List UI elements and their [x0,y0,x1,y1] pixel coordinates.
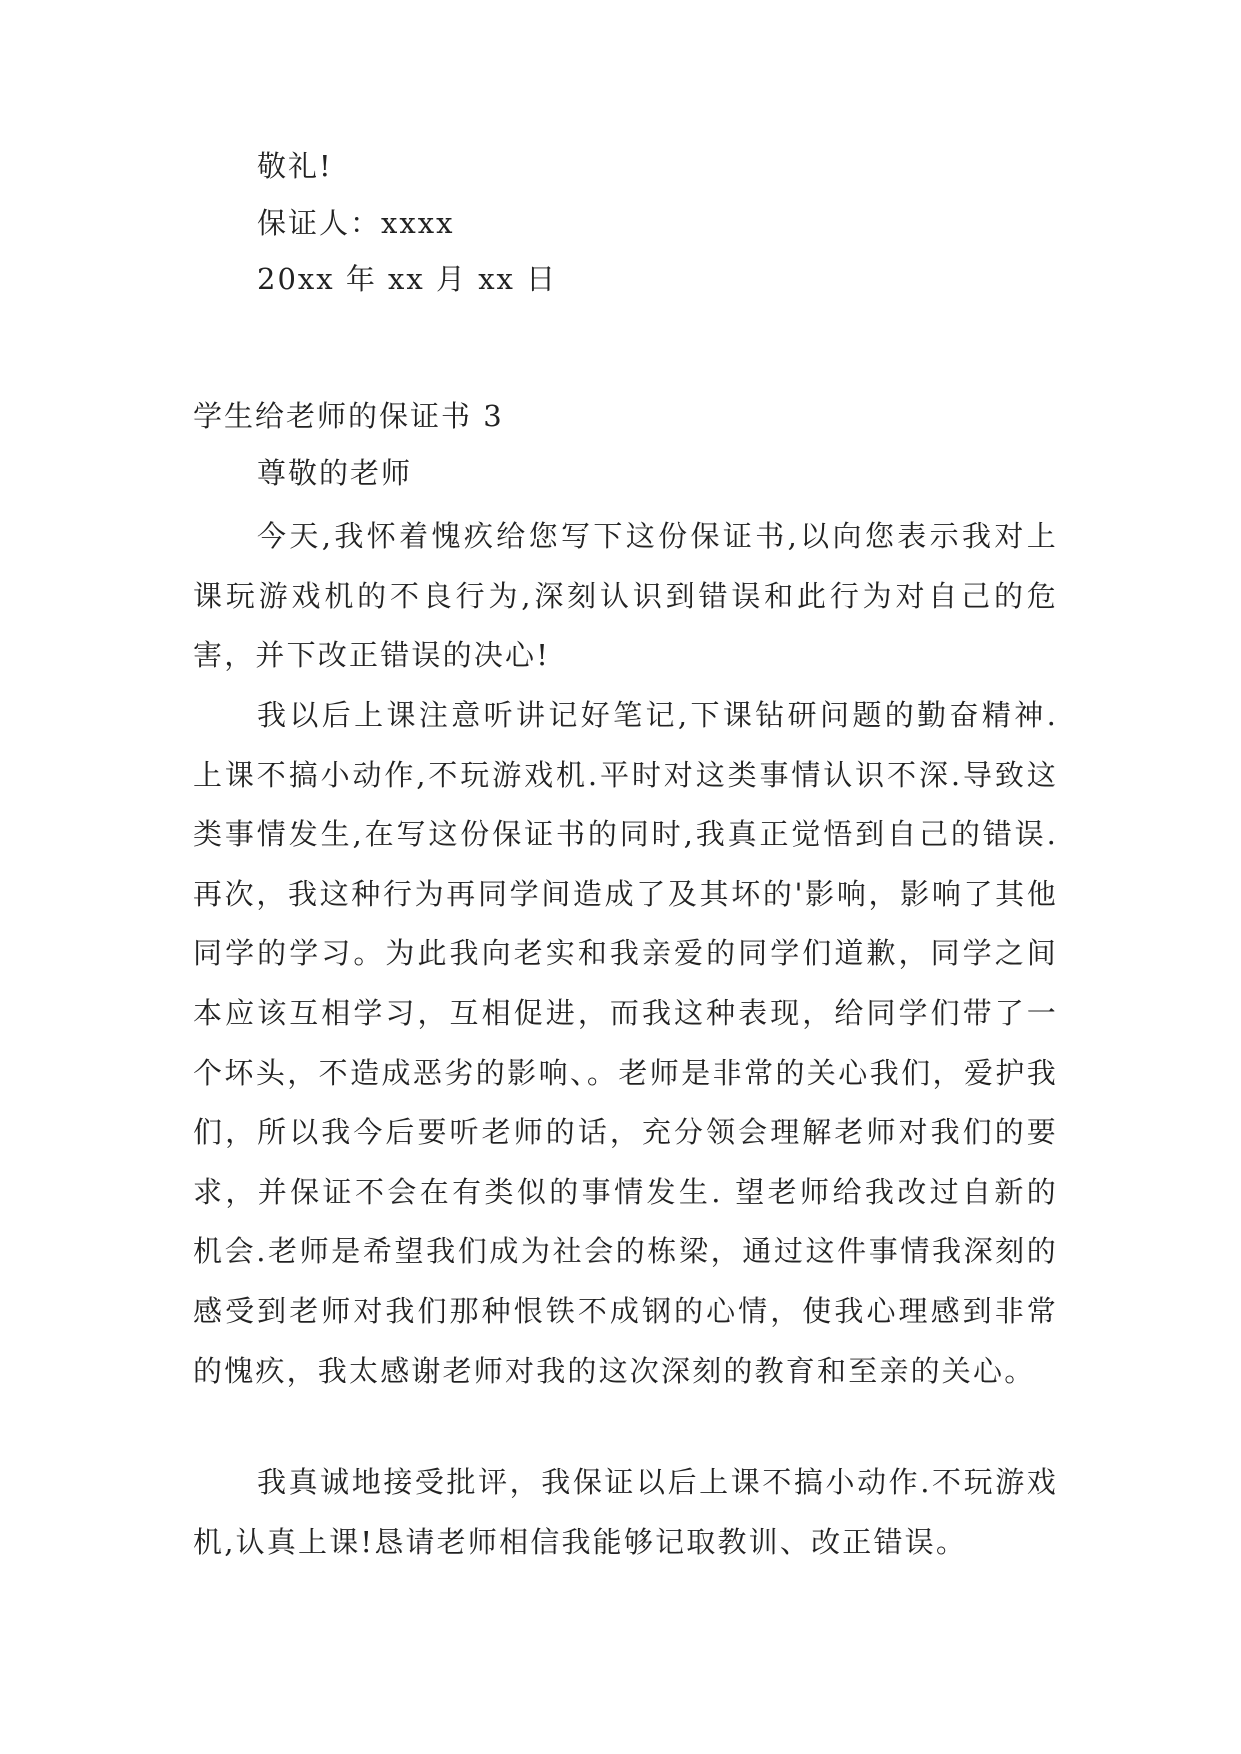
letter-greeting: 尊敬的老师 [257,456,413,490]
body-paragraph-1: 今天,我怀着愧疚给您写下这份保证书,以向您表示我对上课玩游戏机的不良行为,深刻认识到错误和此行为对自己的危害，并下改正错误的决心! [193,519,1058,673]
signature-date: 20xx 年 xx 月 xx 日 [257,262,558,296]
section-title: 学生给老师的保证书 3 [193,399,504,433]
body-paragraph-2: 我以后上课注意听讲记好笔记,下课钻研问题的勤奋精神.上课不搞小动作,不玩游戏机.平时对这类事情认识不深.导致这类事情发生,在写这份保证书的同时,我真正觉悟到自己的错误.再次，我这种行为再同学间造成了及其坏的'影响，影响了其他同学的学习。为此我向老实和我亲爱的同学们道歉，同学之间本应该互相学习，互相促进，而我这种表现，给同学们带了一个坏头，不造成恶劣的影响、。老师是非常的关心我们，爱护我们，所以我今后要听老师的话，充分领会理解老师对我们的要求，并保证不会在有类似的事情发生. 望老师给我改过自新的机会.老师是希望我们成为社会的栋梁，通过这件事情我深刻的感受到老师对我们那种恨铁不成钢的心情，使我心理感到非常的愧疚，我太感谢老师对我的这次深刻的教育和至亲的关心。 [193,698,1058,1388]
closing-salute: 敬礼! [257,149,333,183]
body-paragraph-3: 我真诚地接受批评，我保证以后上课不搞小动作.不玩游戏机,认真上课!恳请老师相信我能够记取教训、改正错误。 [193,1465,1058,1559]
guarantor-signature: 保证人：xxxx [257,206,455,240]
